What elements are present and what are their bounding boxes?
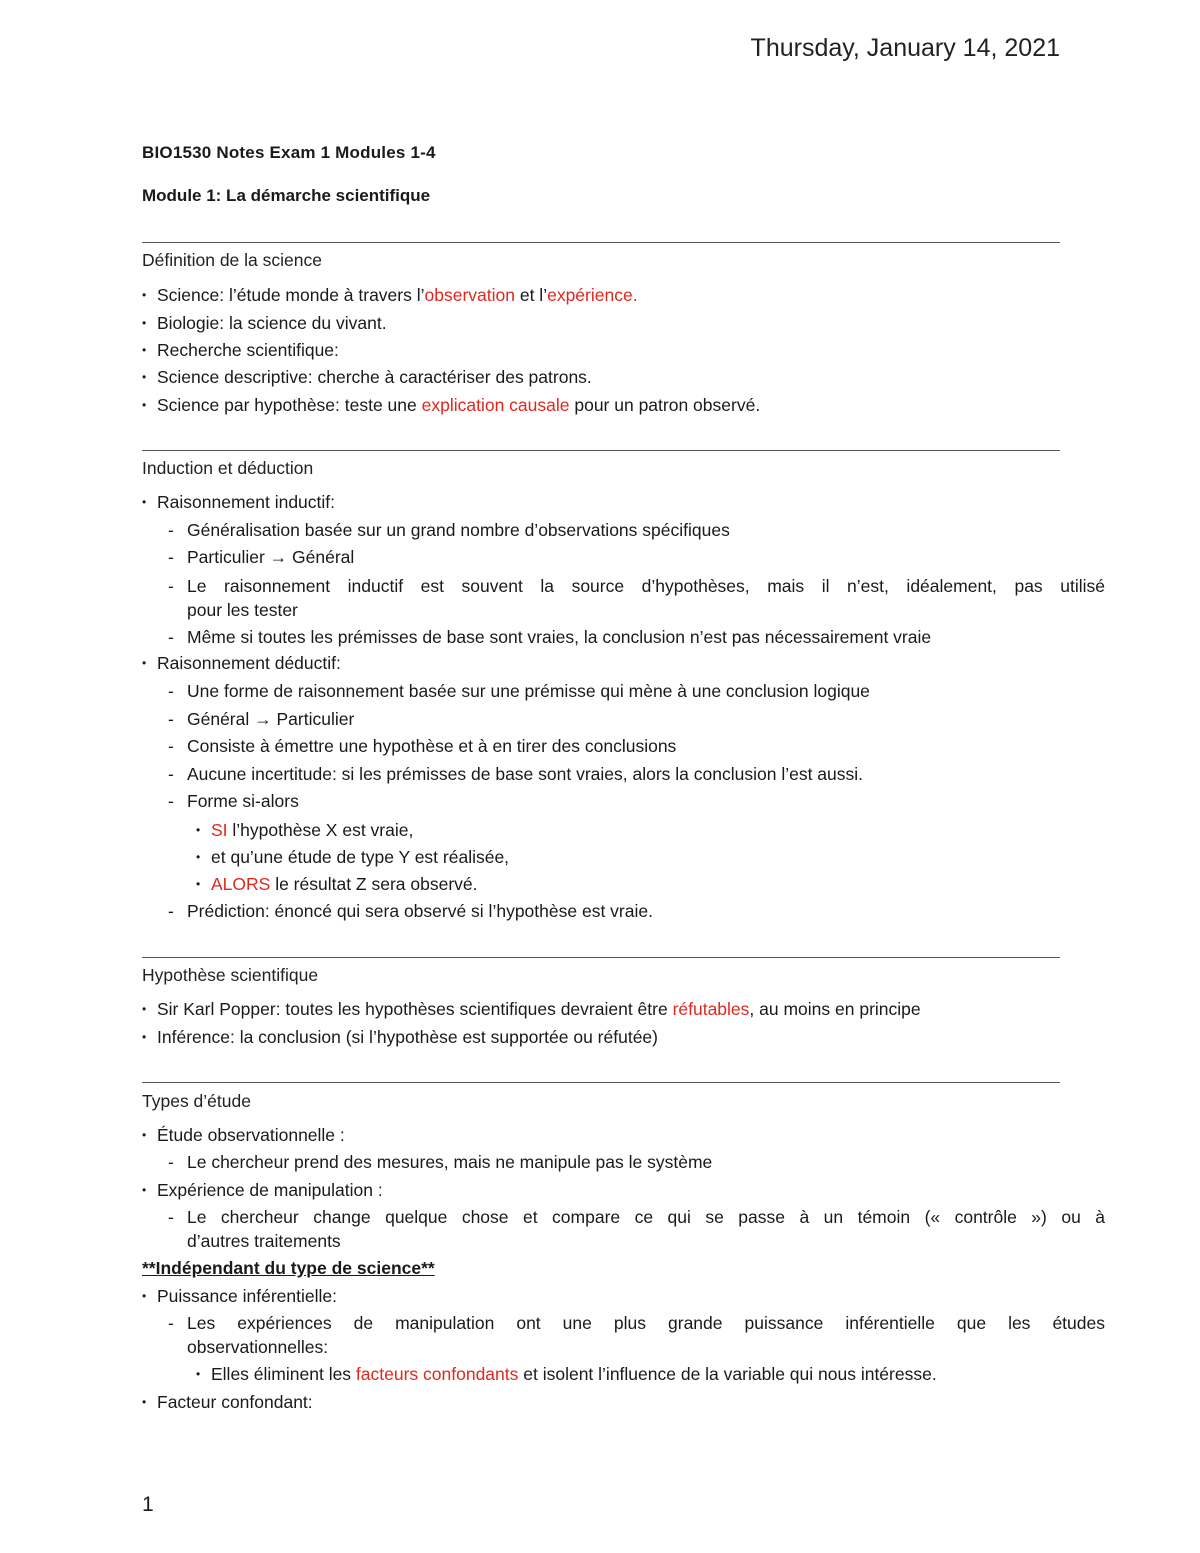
module-title: Module 1: La démarche scientifique [142,186,431,205]
list-item: - Aucune incertitude: si les prémisses de base sont vraies, alors la conclusion l’est aussi. [168,764,864,784]
list-item: • Elles éliminent les facteurs confondants et isolent l’influence de la variable qui nous intéresse. [196,1364,937,1384]
dash-marker: - [168,709,174,729]
list-item: - Prédiction: énoncé qui sera observé si l’hypothèse est vraie. [168,901,653,921]
section-divider [142,450,1060,451]
list-item: • Facteur confondant: [142,1392,313,1412]
section-divider [142,957,1060,958]
list-item: • Étude observationnelle : [142,1125,345,1145]
section-heading-hypothese: Hypothèse scientifique [142,965,319,985]
dash-marker: - [168,547,174,567]
bullet-marker: • [142,1002,147,1016]
bullet-marker: • [196,1367,201,1381]
list-item: - Forme si-alors [168,791,299,811]
highlight-term: facteurs confondants [355,1364,519,1384]
list-item: - Généralisation basée sur un grand nombre d’observations spécifiques [168,520,730,540]
emphasis-note: **Indépendant du type de science** [142,1258,435,1278]
bullet-marker: • [142,1289,147,1303]
list-item: • SI l’hypothèse X est vraie, [196,820,414,840]
dash-marker: - [168,1152,174,1172]
list-item: - Général → Particulier [168,709,355,729]
list-item: • Raisonnement déductif: [142,653,341,673]
list-item: • Raisonnement inductif: [142,492,336,512]
highlight-term: observation [424,285,515,305]
dash-marker: - [168,627,174,647]
page-date: Thursday, January 14, 2021 [750,34,1060,62]
bullet-marker: • [196,850,201,864]
list-item: - Particulier → Général [168,547,355,567]
bullet-marker: • [142,1030,147,1044]
list-item: • Science par hypothèse: teste une explication causale pour un patron observé. [142,395,761,415]
section-heading-definition: Définition de la science [142,250,322,270]
list-item: - Une forme de raisonnement basée sur une prémisse qui mène à une conclusion logique [168,681,870,701]
bullet-marker: • [142,656,147,670]
bullet-marker: • [196,877,201,891]
section-heading-induction: Induction et déduction [142,458,314,478]
bullet-marker: • [142,398,147,412]
bullet-marker: • [142,343,147,357]
bullet-marker: • [142,370,147,384]
list-item: • Science descriptive: cherche à caractériser des patrons. [142,367,592,387]
list-item: - Le chercheur change quelque chose et compare ce qui se passe à un témoin (« contrôle ») ou à [168,1207,1105,1227]
section-divider [142,1082,1060,1083]
bullet-marker: • [142,495,147,509]
bullet-marker: • [142,1395,147,1409]
dash-marker: - [168,901,174,921]
highlight-term: explication causale [421,395,570,415]
dash-marker: - [168,1207,174,1227]
list-item: - Les expériences de manipulation ont une plus grande puissance inférentielle que les études [168,1313,1105,1333]
highlight-term: SI [211,820,228,840]
list-item: • ALORS le résultat Z sera observé. [196,874,478,894]
section-divider [142,242,1060,243]
list-item: • Sir Karl Popper: toutes les hypothèses scientifiques devraient être réfutables, au moins en principe [142,999,921,1019]
list-item: • Biologie: la science du vivant. [142,313,387,333]
page-number: 1 [142,1493,154,1516]
bullet-marker: • [142,1183,147,1197]
bullet-marker: • [196,823,201,837]
list-item-continuation: d’autres traitements [187,1231,341,1251]
list-item: - Même si toutes les prémisses de base sont vraies, la conclusion n’est pas nécessairement vraie [168,627,932,647]
dash-marker: - [168,1313,174,1333]
dash-marker: - [168,764,174,784]
highlight-term: réfutables [672,999,750,1019]
document-title: BIO1530 Notes Exam 1 Modules 1-4 [142,143,436,162]
list-item: • et qu’une étude de type Y est réalisée, [196,847,510,867]
list-item: - Le raisonnement inductif est souvent la source d’hypothèses, mais il n’est, idéalement, pas utilisé [168,576,1105,596]
list-item-continuation: pour les tester [187,600,298,620]
bullet-marker: • [142,316,147,330]
bullet-marker: • [142,288,147,302]
list-item: • Science: l’étude monde à travers l’observation et l’expérience. [142,285,638,305]
list-item: • Expérience de manipulation : [142,1180,383,1200]
dash-marker: - [168,736,174,756]
list-item: • Recherche scientifique: [142,340,339,360]
dash-marker: - [168,791,174,811]
list-item: • Inférence: la conclusion (si l’hypothèse est supportée ou réfutée) [142,1027,658,1047]
list-item: • Puissance inférentielle: [142,1286,337,1306]
list-item: - Consiste à émettre une hypothèse et à en tirer des conclusions [168,736,677,756]
list-item: - Le chercheur prend des mesures, mais ne manipule pas le système [168,1152,713,1172]
section-heading-types: Types d’étude [142,1091,251,1111]
dash-marker: - [168,681,174,701]
dash-marker: - [168,520,174,540]
list-item-continuation: observationnelles: [187,1337,329,1357]
highlight-term: ALORS [211,874,271,894]
highlight-term: expérience. [547,285,638,305]
dash-marker: - [168,576,174,596]
bullet-marker: • [142,1128,147,1142]
